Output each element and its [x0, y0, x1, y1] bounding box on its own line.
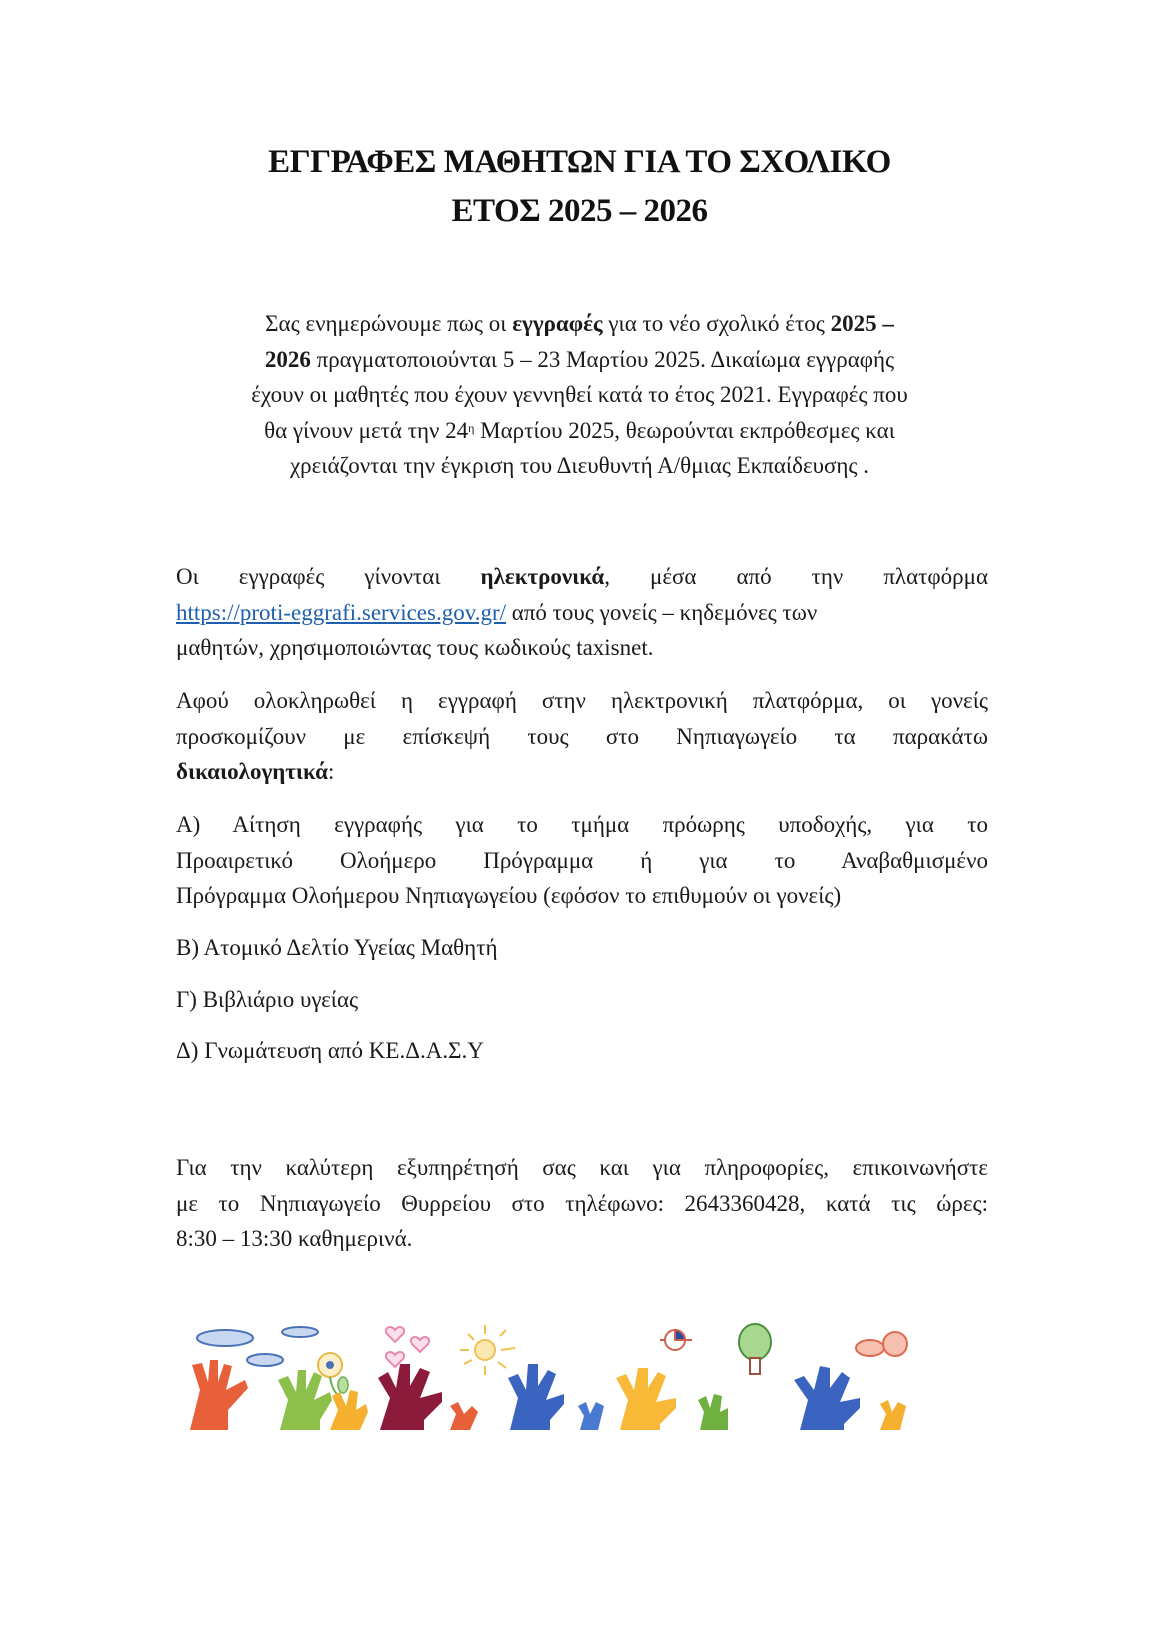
after-line-2: προσκομίζουν με επίσκεψή τους στο Νηπιαγωγείο τα παρακάτω [176, 723, 988, 749]
ordinal-superscript: η [468, 420, 475, 435]
children-hands-illustration-icon [180, 1320, 940, 1430]
intro-line-4 [178, 413, 981, 449]
online-line-3: μαθητών, χρησιμοποιώντας τους κωδικούς taxisnet. [176, 635, 654, 660]
contact-text [176, 1150, 988, 1257]
after-line-1: Αφού ολοκληρωθεί η εγγραφή στην ηλεκτρονική πλατφόρμα, οι γονείς [176, 688, 988, 713]
documents-intro-paragraph [176, 683, 988, 790]
intro-bold-year: 2026 [264, 346, 311, 372]
intro-paragraph [178, 306, 981, 484]
contact-paragraph [176, 1150, 988, 1257]
intro-text: θα γίνουν μετά την 24 [264, 417, 469, 443]
document-item-c: Γ) Βιβλιάριο υγείας [176, 987, 359, 1012]
contact-line-1: Για την καλύτερη εξυπηρέτησή σας και για πληροφορίες, επικοινωνήστε [176, 1155, 988, 1180]
online-bold-electronically: ηλεκτρονικά [480, 564, 605, 589]
tree-icon [739, 1324, 771, 1374]
online-text-d: από τους γονείς – κηδεμόνες των [506, 599, 818, 625]
online-registration-paragraph [176, 559, 988, 666]
after-line-3 [176, 754, 988, 790]
intro-text: Σας ενημερώνουμε πως οι [265, 311, 513, 336]
registration-platform-link[interactable]: https://proti-eggrafi.services.gov.gr/ [176, 599, 507, 625]
item-a-line-3: Πρόγραμμα Ολοήμερου Νηπιαγωγείου (εφόσον το επιθυμούν οι γονείς) [176, 883, 842, 908]
after-text [176, 683, 988, 790]
sun-icon [460, 1325, 515, 1375]
flower-icon [318, 1353, 348, 1395]
intro-text: Μαρτίου 2025, θεωρούνται εκπρόθεσμες και [474, 417, 895, 443]
intro-text: πραγματοποιούνται 5 – 23 Μαρτίου 2025. Δικαίωμα εγγραφής [310, 346, 895, 372]
contact-line-3: 8:30 – 13:30 καθημερινά. [176, 1226, 413, 1251]
item-a-line-2: Προαιρετικό Ολοήμερο Πρόγραμμα ή για το Αναβαθμισμένο [176, 847, 988, 873]
intro-bold-year: 2025 – [830, 311, 894, 336]
intro-line-2 [178, 342, 981, 378]
item-a-text [176, 807, 988, 914]
intro-line-3: έχουν οι μαθητές που έχουν γεννηθεί κατά το έτος 2021. Εγγραφές που [251, 382, 908, 407]
online-line-1 [176, 559, 988, 595]
hands-row-icon [190, 1360, 906, 1430]
heart-icon [386, 1327, 429, 1367]
contact-line-2: με το Νηπιαγωγείο Θυρρείου στο τηλέφωνο: 2643360428, κατά τις ώρες: [176, 1190, 988, 1216]
title-line-1: ΕΓΓΡΑΦΕΣ ΜΑΘΗΤΩΝ ΓΙΑ ΤΟ ΣΧΟΛΙΚΟ [268, 144, 891, 180]
intro-bold-registrations: εγγραφές [512, 311, 603, 336]
intro-line-1 [178, 306, 981, 342]
online-line-2 [176, 595, 988, 631]
colon: : [327, 759, 335, 784]
online-text [176, 559, 988, 666]
online-text-a: Οι εγγραφές γίνονται [176, 564, 481, 589]
title-line-2: ΕΤΟΣ 2025 – 2026 [451, 193, 708, 229]
ladybug-icon [660, 1330, 692, 1350]
item-a-line-1: Α) Αίτηση εγγραφής για το τμήμα πρόωρης υποδοχής, για το [176, 812, 988, 837]
document-item-a [176, 807, 988, 914]
intro-text: για το νέο σχολικό έτος [602, 311, 831, 336]
bold-documents-label: δικαιολογητικά [176, 759, 328, 784]
document-item-b: Β) Ατομικό Δελτίο Υγείας Μαθητή [176, 935, 498, 960]
intro-line-5: χρειάζονται την έγκριση του Διευθυντή Α/θμιας Εκπαίδευσης . [289, 453, 870, 478]
online-text-c: , μέσα από την πλατφόρμα [604, 564, 989, 589]
butterfly-icon [856, 1332, 907, 1356]
document-item-d: Δ) Γνωμάτευση από ΚΕ.Δ.Α.Σ.Υ [176, 1038, 484, 1063]
